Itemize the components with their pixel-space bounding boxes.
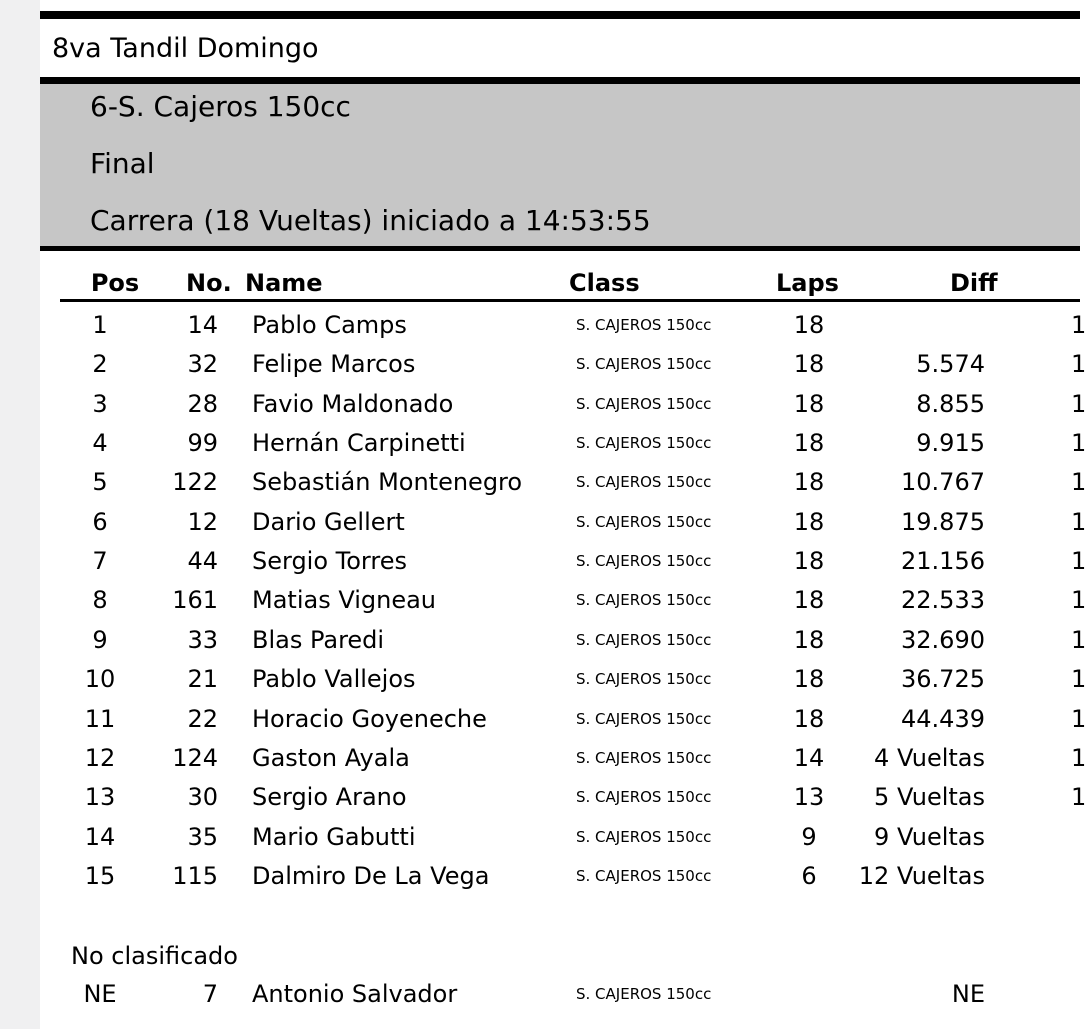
cell-name: Hernán Carpinetti <box>252 429 466 458</box>
cell-no: 32 <box>187 350 218 379</box>
cell-no: 124 <box>172 743 218 772</box>
header-diff: Diff <box>950 269 998 297</box>
header-no: No. <box>186 269 232 297</box>
table-row <box>0 581 1086 620</box>
cell-laps: 13 <box>793 783 825 812</box>
cell-laps: 18 <box>793 507 825 536</box>
cell-no: 115 <box>172 861 218 890</box>
cell-class: S. CAJEROS 150cc <box>576 709 712 728</box>
cell-diff: 9.915 <box>916 429 985 458</box>
cell-laps: 18 <box>793 389 825 418</box>
cell-no: 7 <box>202 980 218 1008</box>
cell-no: 30 <box>187 783 218 812</box>
table-row <box>0 975 1080 1014</box>
cell-diff: 8.855 <box>916 389 985 418</box>
cell-truncated: 1 <box>1071 429 1086 458</box>
cell-pos: 7 <box>92 547 108 576</box>
cell-truncated: 1 <box>1071 389 1086 418</box>
cell-class: S. CAJEROS 150cc <box>576 670 712 689</box>
cell-truncated: 1 <box>1071 704 1086 733</box>
cell-truncated: 1 <box>1071 468 1086 497</box>
cell-name: Sergio Torres <box>252 547 407 576</box>
cell-class: S. CAJEROS 150cc <box>576 355 712 374</box>
header-rule <box>60 299 1080 302</box>
cell-truncated: 1 <box>1071 743 1086 772</box>
table-row <box>0 542 1086 581</box>
cell-laps: 18 <box>793 547 825 576</box>
cell-truncated: 1 <box>1071 586 1086 615</box>
cell-diff: 10.767 <box>901 468 985 497</box>
header-laps: Laps <box>776 269 839 297</box>
cell-diff: 19.875 <box>901 507 985 536</box>
table-row <box>0 739 1086 778</box>
cell-pos: 5 <box>92 468 108 497</box>
cell-name: Felipe Marcos <box>252 350 416 379</box>
table-row <box>0 463 1086 502</box>
cell-truncated: 1 <box>1071 507 1086 536</box>
cell-class: S. CAJEROS 150cc <box>576 512 712 531</box>
table-row <box>0 857 1080 896</box>
not-classified-label: No clasificado <box>71 942 238 970</box>
cell-truncated: 1 <box>1071 350 1086 379</box>
cell-no: 122 <box>172 468 218 497</box>
event-title: 8va Tandil Domingo <box>52 33 319 64</box>
cell-no: 35 <box>187 822 218 851</box>
table-row <box>0 818 1080 857</box>
cell-class: S. CAJEROS 150cc <box>576 630 712 649</box>
cell-name: Sebastián Montenegro <box>252 468 523 497</box>
cell-laps: 18 <box>793 665 825 694</box>
cell-diff: 12 Vueltas <box>858 861 985 890</box>
cell-no: 99 <box>187 429 218 458</box>
cell-pos: 10 <box>84 665 116 694</box>
cell-pos: 1 <box>92 311 108 339</box>
cell-truncated: 1 <box>1071 665 1086 694</box>
cell-laps: 18 <box>793 468 825 497</box>
cell-no: 44 <box>187 547 218 576</box>
cell-no: 28 <box>187 389 218 418</box>
cell-name: Blas Paredi <box>252 625 385 654</box>
table-row <box>0 700 1086 739</box>
table-row <box>0 621 1086 660</box>
cell-class: S. CAJEROS 150cc <box>576 827 712 846</box>
cell-name: Horacio Goyeneche <box>252 704 487 733</box>
cell-name: Mario Gabutti <box>252 822 416 851</box>
cell-pos: 2 <box>92 350 108 379</box>
cell-name: Antonio Salvador <box>252 980 458 1008</box>
cell-pos: 3 <box>92 389 108 418</box>
cell-truncated: 1 <box>1071 783 1086 812</box>
cell-class: S. CAJEROS 150cc <box>576 866 712 885</box>
cell-pos: 9 <box>92 625 108 654</box>
cell-truncated: 1 <box>1071 625 1086 654</box>
table-row <box>0 345 1086 384</box>
race-category: 6-S. Cajeros 150cc <box>90 90 351 123</box>
cell-class: S. CAJEROS 150cc <box>576 591 712 610</box>
table-row <box>0 503 1086 542</box>
cell-class: S. CAJEROS 150cc <box>576 473 712 492</box>
cell-diff: 36.725 <box>901 665 985 694</box>
cell-laps: 9 <box>801 822 817 851</box>
cell-pos: 13 <box>84 783 116 812</box>
cell-laps: 18 <box>793 625 825 654</box>
cell-class: S. CAJEROS 150cc <box>576 316 712 334</box>
cell-no: 14 <box>187 311 218 339</box>
table-row <box>0 660 1086 699</box>
cell-pos: 14 <box>84 822 116 851</box>
cell-diff: 9 Vueltas <box>874 822 985 851</box>
cell-laps: 18 <box>793 350 825 379</box>
cell-diff: 32.690 <box>901 625 985 654</box>
header-class: Class <box>569 269 640 297</box>
cell-name: Dalmiro De La Vega <box>252 861 490 890</box>
cell-name: Pablo Vallejos <box>252 665 416 694</box>
cell-no: 33 <box>187 625 218 654</box>
cell-class: S. CAJEROS 150cc <box>576 748 712 767</box>
cell-no: 161 <box>172 586 218 615</box>
cell-truncated: 1 <box>1071 547 1086 576</box>
header-pos: Pos <box>90 269 140 297</box>
cell-pos: NE <box>83 980 117 1008</box>
cell-no: 12 <box>187 507 218 536</box>
table-row <box>0 424 1086 463</box>
cell-truncated: 1 <box>1071 311 1086 339</box>
cell-class: S. CAJEROS 150cc <box>576 788 712 807</box>
cell-pos: 6 <box>92 507 108 536</box>
cell-diff: 21.156 <box>901 547 985 576</box>
cell-laps: 14 <box>793 743 825 772</box>
race-session: Final <box>90 147 155 180</box>
table-row <box>0 778 1086 817</box>
table-row <box>0 385 1086 424</box>
cell-pos: 15 <box>84 861 116 890</box>
header-name: Name <box>245 269 323 297</box>
cell-laps: 18 <box>793 586 825 615</box>
cell-laps: 6 <box>801 861 817 890</box>
cell-pos: 11 <box>84 704 116 733</box>
cell-diff: 5 Vueltas <box>874 783 985 812</box>
cell-diff: 22.533 <box>901 586 985 615</box>
cell-diff: 4 Vueltas <box>874 743 985 772</box>
cell-pos: 12 <box>84 743 116 772</box>
cell-class: S. CAJEROS 150cc <box>576 394 712 413</box>
cell-laps: 18 <box>793 429 825 458</box>
cell-name: Sergio Arano <box>252 783 407 812</box>
cell-pos: 8 <box>92 586 108 615</box>
cell-class: S. CAJEROS 150cc <box>576 434 712 453</box>
cell-name: Matias Vigneau <box>252 586 437 615</box>
cell-name: Dario Gellert <box>252 507 405 536</box>
top-rule <box>40 11 1080 19</box>
table-row <box>0 306 1086 345</box>
cell-laps: 18 <box>793 311 825 339</box>
cell-no: 21 <box>187 665 218 694</box>
race-start-info: Carrera (18 Vueltas) iniciado a 14:53:55 <box>90 204 651 237</box>
cell-name: Pablo Camps <box>252 311 407 339</box>
cell-no: 22 <box>187 704 218 733</box>
cell-diff: 44.439 <box>901 704 985 733</box>
cell-pos: 4 <box>92 429 108 458</box>
cell-diff: NE <box>951 980 985 1008</box>
cell-class: S. CAJEROS 150cc <box>576 985 712 1003</box>
cell-name: Favio Maldonado <box>252 389 454 418</box>
cell-laps: 18 <box>793 704 825 733</box>
cell-class: S. CAJEROS 150cc <box>576 552 712 571</box>
cell-name: Gaston Ayala <box>252 743 410 772</box>
cell-diff: 5.574 <box>916 350 985 379</box>
